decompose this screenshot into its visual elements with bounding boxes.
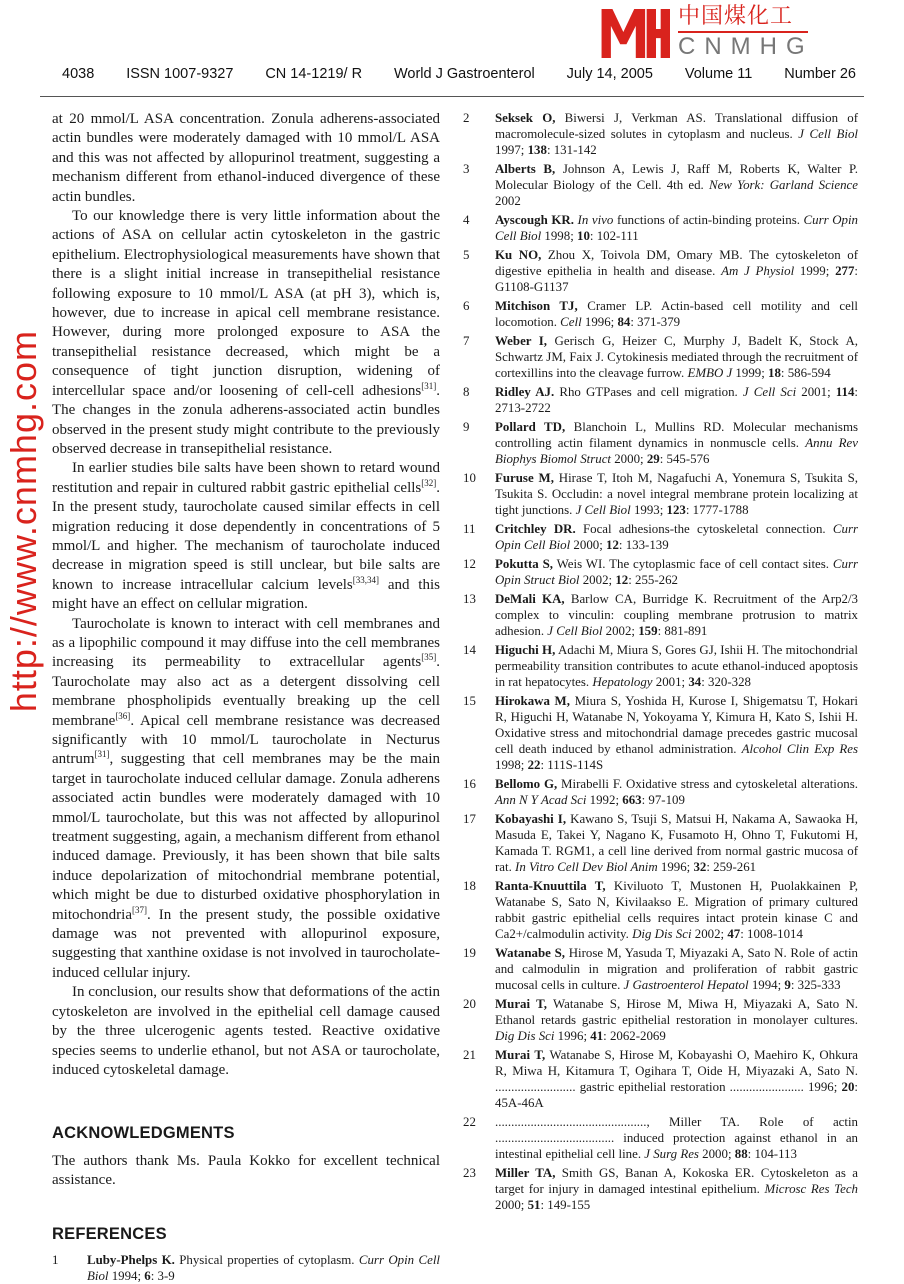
citation: [35]	[421, 652, 437, 663]
reference-text	[495, 1048, 858, 1110]
reference-number: 9	[463, 420, 470, 434]
text-segment: Furuse M,	[495, 471, 554, 485]
text-segment: Barlow CA, Burridge K. Recruitment of the Arp2/3 complex to vinculin: coupling membrane protrusion to matrix adhesion.	[495, 592, 858, 638]
text-segment: 2002	[495, 194, 521, 208]
text-segment: 10	[577, 229, 590, 243]
text-segment: ..............................................., Miller TA. Role of actin ..................................... induced protection against ethanol in an intestinal epithelial cell line.	[495, 1115, 858, 1161]
text-segment: 41	[590, 1029, 604, 1043]
reference-item	[463, 945, 858, 993]
reference-text	[495, 997, 858, 1043]
text-segment: Ann N Y Acad Sci	[495, 793, 587, 807]
text-segment: . Taurocholate may also act as a detergent dissolving cell membrane phospholipids eventually breaking up the cell membrane	[52, 654, 440, 729]
text-segment: Murai T,	[495, 1048, 546, 1062]
text-segment: : 545-576	[659, 452, 710, 466]
text-segment: : 45A-46A	[495, 1080, 858, 1110]
text-segment: : 320-328	[701, 675, 752, 689]
text-segment: The authors thank Ms. Paula Kokko for excellent technical assistance.	[52, 1152, 440, 1189]
header-rule	[40, 96, 864, 97]
reference-item	[463, 470, 858, 518]
text-segment: 34	[688, 675, 702, 689]
reference-text	[495, 299, 858, 329]
logo-english-text: CNMHG	[678, 33, 814, 60]
text-segment: Gerisch G, Heizer C, Murphy J, Badelt K, Stock A, Schwartz JM, Faix J. Cytokinesis mediated through the recruitment of cortexillins into the cleavage furrow.	[495, 334, 858, 380]
reference-text	[495, 557, 858, 587]
reference-number: 16	[463, 777, 476, 791]
text-segment: Higuchi H,	[495, 643, 556, 657]
right-column-references	[463, 110, 858, 1216]
text-segment: J Gastroenterol Hepatol	[623, 978, 749, 992]
text-segment: J Cell Biol	[575, 503, 631, 517]
reference-item	[463, 212, 858, 244]
reference-item	[463, 384, 858, 416]
text-segment: Hirokawa M,	[495, 694, 570, 708]
reference-number: 15	[463, 694, 476, 708]
text-segment: Alberts B,	[495, 162, 556, 176]
reference-text	[495, 643, 858, 689]
reference-text	[495, 777, 858, 807]
text-segment: : 3-9	[150, 1268, 175, 1283]
text-segment: Annu Rev Biophys Biomol Struct	[495, 436, 858, 466]
reference-item	[463, 1047, 858, 1111]
text-segment: Seksek O,	[495, 111, 556, 125]
text-segment: Taurocholate is known to interact with cell membranes and as a lipophilic compound it may diffuse into the cell membranes increasing its permeability to extracellular agents	[52, 615, 440, 671]
citation: [33,34]	[352, 574, 379, 585]
reference-number: 14	[463, 643, 476, 657]
text-segment: To our knowledge there is very little information about the actions of ASA on cellular actin cytoskeleton in the gastric epithelium. Electrophysiological measurements have shown that there is a slight initial increase in transepithelial resistance following exposure to 10 mmol/L ASA (at pH 3), which is, however, due to increase in apical cell membrane resistance. However, during more prolonged exposure to ASA the transepithelial resistance decreased, which might be a consequence of tight junction disruption, widening of intercellular space and/or loosening of cell-cell adhesions	[52, 208, 440, 399]
text-segment: Murai T,	[495, 997, 547, 1011]
paragraph	[52, 110, 440, 207]
text-segment: Weber I,	[495, 334, 548, 348]
reference-item	[463, 419, 858, 467]
text-segment: : 133-139	[618, 538, 669, 552]
text-segment: Pokutta S,	[495, 557, 553, 571]
issn: ISSN 1007-9327	[126, 66, 234, 82]
reference-text	[495, 592, 858, 638]
reference-number: 22	[463, 1115, 476, 1129]
watermark-logo	[600, 4, 850, 60]
text-segment: 2002;	[602, 624, 639, 638]
text-segment: Ayscough KR.	[495, 213, 574, 227]
text-segment: 123	[666, 503, 686, 517]
page-number: 4038	[62, 66, 95, 82]
text-segment: 29	[646, 452, 660, 466]
text-segment: Zhou X, Toivola DM, Omary MB. The cytoskeleton of digestive epithelia in health and disease.	[495, 248, 858, 278]
citation: [31]	[94, 749, 110, 760]
text-segment: Kobayashi I,	[495, 812, 567, 826]
reference-text	[495, 879, 858, 941]
text-segment: 159	[638, 624, 658, 638]
reference-number: 8	[463, 385, 470, 399]
reference-item	[463, 591, 858, 639]
logo-chinese-text: 中国煤化工	[678, 4, 794, 29]
text-segment: : 104-113	[747, 1147, 797, 1161]
reference-number: 20	[463, 997, 476, 1011]
reference-text	[495, 248, 858, 294]
paragraph	[52, 615, 440, 984]
text-segment: 1998;	[495, 758, 528, 772]
reference-text	[495, 111, 858, 157]
text-segment: Blanchoin L, Mullins RD. Molecular mechanisms controlling actin filament dynamics in nonmuscle cells.	[495, 420, 858, 450]
reference-item	[463, 556, 858, 588]
text-segment: Watanabe S,	[495, 946, 565, 960]
reference-number: 7	[463, 334, 470, 348]
reference-item	[463, 776, 858, 808]
running-header	[62, 66, 856, 90]
text-segment: Cell	[560, 315, 582, 329]
reference-item	[463, 878, 858, 942]
text-segment: J Cell Biol	[547, 624, 603, 638]
text-segment: : 259-261	[706, 860, 757, 874]
text-segment: Johnson A, Lewis J, Raff M, Roberts K, Walter P. Molecular Biology of the Cell. 4th ed.	[495, 162, 858, 192]
text-segment: Ranta-Knuuttila T,	[495, 879, 606, 893]
text-segment: Mirabelli F. Oxidative stress and cytoskeletal alterations.	[557, 777, 858, 791]
reference-text	[495, 162, 858, 208]
reference-text	[495, 213, 858, 243]
left-column	[52, 110, 440, 1284]
reference-number: 17	[463, 812, 476, 826]
reference-text	[495, 420, 858, 466]
text-segment: 18	[768, 366, 781, 380]
text-segment: Pollard TD,	[495, 420, 566, 434]
reference-item	[463, 333, 858, 381]
text-segment: New York: Garland Science	[708, 178, 858, 192]
text-segment: 2002;	[691, 927, 728, 941]
reference-number: 18	[463, 879, 476, 893]
text-segment: 1996;	[554, 1029, 591, 1043]
reference-item	[463, 1114, 858, 1162]
text-segment: 88	[734, 1147, 748, 1161]
text-segment: Bellomo G,	[495, 777, 558, 791]
reference-text	[495, 522, 858, 552]
text-segment: 1996;	[657, 860, 694, 874]
text-segment: at 20 mmol/L ASA concentration. Zonula adherens-associated actin bundles were moderately damaged with 10 mmol/L ASA and this was not affected by allopurinol treatment, suggesting a mechanism different from ethanol-induced divergence of these actin bundles.	[52, 111, 440, 205]
text-segment: 1993;	[630, 503, 667, 517]
issue-date: July 14, 2005	[566, 66, 653, 82]
reference-number: 12	[463, 557, 476, 571]
text-segment: 12	[606, 538, 619, 552]
reference-item	[463, 811, 858, 875]
text-segment: . Apical cell membrane resistance was decreased significantly with 10 mmol/L taurocholate in Necturus antrum	[52, 712, 440, 768]
reference-text	[495, 471, 858, 517]
volume: Volume 11	[684, 66, 753, 82]
text-segment: : 1777-1788	[685, 503, 749, 517]
text-segment: Alcohol Clin Exp Res	[741, 742, 859, 756]
text-segment: Ridley AJ.	[495, 385, 555, 399]
text-segment: Focal adhesions-the cytoskeletal connection.	[575, 522, 833, 536]
text-segment: 663	[622, 793, 642, 807]
text-segment: Kawano S, Tsuji S, Matsui H, Nakama A, Sawaoka H, Masuda E, Takei Y, Nagano K, Fusamoto H, Ohno T, Fukutomi H, Kamada T. RGM1, a cell line derived from normal gastric mucosa of rat.	[495, 812, 858, 874]
reference-text	[495, 385, 858, 415]
reference-number: 2	[463, 111, 470, 125]
text-segment: , suggesting that cell membranes may be the main target in taurocholate induced cellular damage. Zonula adherens associated actin bundles were moderately damaged with 10 mmol/L taurocholate, but this was not affected by allopurinol treatment suggesting, again, a mechanism different from ethanol induced damage. Previously, it has been shown that bile salts induce depolarization of mitochondrial membrane potential, which might be due to disturbed oxidative phosphorylation in mitochondria	[52, 751, 440, 923]
text-segment: Biwersi J, Verkman AS. Translational diffusion of macromolecule-sized solutes in cytoplasm and nucleus.	[495, 111, 858, 141]
text-segment: Smith GS, Banan A, Kokoska ER. Cytoskeleton as a target for injury in damaged intestinal epithelium.	[495, 1166, 858, 1196]
text-segment: Hirose M, Yasuda T, Miyazaki A, Sato N. Role of actin and calmodulin in migration and proliferation of rabbit gastric mucosal cells in culture.	[495, 946, 858, 992]
reference-number: 21	[463, 1048, 476, 1062]
references-heading: REFERENCES	[52, 1224, 167, 1243]
text-segment: Kiviluoto T, Mustonen H, Puolakkainen P, Watanabe S, Sato N, Kivilaakso E. Migration of primary cultured rabbit gastric epithelial cells requires intact protein kinase C and Ca2+/calmodulin activity.	[495, 879, 858, 941]
reference-item	[463, 110, 858, 158]
text-segment: : 325-333	[790, 978, 841, 992]
text-segment: Miura S, Yoshida H, Kurose I, Shigematsu T, Hokari R, Higuchi H, Watanabe N, Yokoyama Y, Kimura H, Kato S, Ishii H. Oxidative stress and mitochondrial damage precedes gastric mucosal cell death induced by ethanol administration.	[495, 694, 858, 756]
paragraph	[52, 983, 440, 1080]
text-segment: 2000;	[495, 1198, 528, 1212]
text-segment: Curr Opin Cell Biol	[87, 1252, 440, 1283]
reference-item	[463, 1165, 858, 1213]
text-segment: Physical properties of cytoplasm.	[174, 1252, 359, 1267]
text-segment: . In the present study, taurocholate caused similar effects in cell migration reducing it dose dependently in concentrations of 5 mmol/L and higher. The mechanism of taurocholate induced decrease in migration speed is still unclear, but bile salts are known to increase intracellular calcium levels	[52, 479, 440, 593]
text-segment: Watanabe S, Hirose M, Miwa H, Miyazaki A, Sato N. Ethanol retards gastric epithelial restoration in monolayer cultures.	[495, 997, 859, 1027]
text-segment: : 131-142	[546, 143, 597, 157]
text-segment: 2002;	[579, 573, 616, 587]
text-segment: 1998;	[541, 229, 577, 243]
reference-text	[495, 1166, 858, 1212]
text-segment: 47	[727, 927, 741, 941]
text-segment: : 102-111	[589, 229, 639, 243]
text-segment: 1994;	[748, 978, 785, 992]
reference-number: 10	[463, 471, 476, 485]
text-segment: : 97-109	[641, 793, 685, 807]
text-segment: . The changes in the zonula adherens-associated actin bundles observed in the present study might contribute to the previously observed decrease in transepithelial resistance.	[52, 382, 440, 457]
reference-number: 11	[463, 522, 476, 536]
text-segment: Hirase T, Itoh M, Nagafuchi A, Yonemura S, Tsukita S, Tsukita S. Occludin: a novel integral membrane protein localizing at tight junctions.	[495, 471, 858, 517]
text-segment: In conclusion, our results show that deformations of the actin cytoskeleton are involved in the epithelial cell damage caused by the three ulcerogenic agents tested. Reactive oxidative species seems to underlie ethanol, but not ASA or taurocholate, induced cytoskeletal damage.	[52, 984, 440, 1078]
mh-logo-icon	[600, 6, 670, 58]
reference-text	[495, 334, 858, 380]
cn-number: CN 14-1219/ R	[265, 66, 363, 82]
text-segment: Curr Opin Cell Biol	[495, 522, 858, 552]
text-segment: 22	[527, 758, 541, 772]
reference-number: 3	[463, 162, 470, 176]
citation: [37]	[131, 904, 147, 915]
text-segment: : 881-891	[657, 624, 708, 638]
text-segment: Curr Opin Cell Biol	[495, 213, 858, 243]
citation: [36]	[115, 710, 131, 721]
reference-text	[495, 812, 858, 874]
text-segment: 9	[784, 978, 791, 992]
text-segment: 1997;	[495, 143, 528, 157]
text-segment: 84	[617, 315, 631, 329]
text-segment: Dig Dis Sci	[632, 927, 692, 941]
text-segment: : 586-594	[780, 366, 831, 380]
issue-number: Number 26	[784, 66, 856, 82]
text-segment: 51	[527, 1198, 541, 1212]
text-segment: 2001;	[796, 385, 836, 399]
text-segment: 1994;	[108, 1268, 145, 1283]
reference-item	[52, 1252, 440, 1284]
text-segment: 1999;	[732, 366, 769, 380]
text-segment: 20	[841, 1080, 855, 1094]
text-segment: 2000;	[570, 538, 607, 552]
text-segment: 12	[615, 573, 629, 587]
reference-item	[463, 247, 858, 295]
text-segment: Mitchison TJ,	[495, 299, 578, 313]
text-segment: 277	[835, 264, 855, 278]
text-segment: EMBO J	[687, 366, 733, 380]
text-segment: 1992;	[586, 793, 623, 807]
acknowledgments-heading: ACKNOWLEDGMENTS	[52, 1124, 235, 1143]
text-segment: 32	[693, 860, 707, 874]
text-segment: 2001;	[652, 675, 689, 689]
reference-number: 6	[463, 299, 470, 313]
reference-item	[463, 521, 858, 553]
reference-text	[495, 694, 858, 772]
text-segment: Ku NO,	[495, 248, 542, 262]
reference-number: 19	[463, 946, 476, 960]
paragraph	[52, 207, 440, 459]
text-segment: Rho GTPases and cell migration.	[554, 385, 743, 399]
text-segment: Curr Opin Struct Biol	[495, 557, 858, 587]
reference-item	[463, 161, 858, 209]
text-segment: : 371-379	[630, 315, 681, 329]
watermark-url: http://www.cnmhg.com	[3, 330, 44, 713]
text-segment: Adachi M, Miura S, Gores GJ, Ishii H. The mitochondrial permeability transition contributes to acute ethanol-induced apoptosis in rat hepatocytes.	[495, 643, 858, 689]
reference-number: 4	[463, 213, 470, 227]
reference-text	[495, 946, 858, 992]
text-segment: and this might have an effect on cellular migration.	[52, 576, 440, 613]
reference-item	[463, 298, 858, 330]
text-segment: Watanabe S, Hirose M, Kobayashi O, Maehiro K, Ohkura R, Miwa H, Kitamura T, Ogihara T, Oide H, Miyazaki A, Sato N. ......................... gastric epithelial restoration ....................... 1996;	[495, 1048, 859, 1094]
text-segment: J Cell Biol	[798, 127, 858, 141]
reference-number: 23	[463, 1166, 476, 1180]
text-segment: J Surg Res	[644, 1147, 699, 1161]
text-segment: : 2062-2069	[603, 1029, 666, 1043]
reference-number: 13	[463, 592, 476, 606]
reference-item	[463, 642, 858, 690]
text-segment: J Cell Sci	[742, 385, 797, 399]
text-segment: In vivo	[577, 213, 614, 227]
text-segment: In earlier studies bile salts have been shown to retard wound restitution and repair in cultured rabbit gastric epithelial cells	[52, 460, 440, 496]
reference-item	[463, 693, 858, 773]
text-segment: 2000;	[698, 1147, 735, 1161]
text-segment: : 255-262	[628, 573, 678, 587]
text-segment: : 149-155	[540, 1198, 591, 1212]
reference-number: 5	[463, 248, 470, 262]
text-segment: 2000;	[611, 452, 647, 466]
text-segment: 1996;	[581, 315, 618, 329]
text-segment: 1999;	[794, 264, 836, 278]
reference-text	[495, 1115, 858, 1161]
text-segment: Dig Dis Sci	[495, 1029, 555, 1043]
reference-item	[463, 996, 858, 1044]
acknowledgments-text	[52, 1152, 440, 1191]
text-segment: Luby-Phelps K.	[87, 1252, 175, 1267]
text-segment: Am J Physiol	[721, 264, 795, 278]
text-segment: Critchley DR.	[495, 522, 576, 536]
text-segment: : G1108-G1137	[495, 264, 858, 294]
text-segment: DeMali KA,	[495, 592, 565, 606]
text-segment: Miller TA,	[495, 1166, 556, 1180]
text-segment: 138	[527, 143, 547, 157]
citation: [31]	[421, 380, 437, 391]
text-segment: 114	[835, 385, 855, 399]
text-segment: : 111S-114S	[540, 758, 604, 772]
text-segment: In Vitro Cell Dev Biol Anim	[515, 860, 658, 874]
text-segment: . In the present study, the possible oxidative damage was not prevented with allopurinol exposure, suggesting that xanthine oxidase is not involved in taurocholate-induced cellular injury.	[52, 906, 440, 981]
paragraph	[52, 459, 440, 614]
reference-text	[87, 1253, 440, 1283]
text-segment: Microsc Res Tech	[764, 1182, 858, 1196]
journal-name: World J Gastroenterol	[393, 66, 535, 82]
text-segment: Hepatology	[592, 675, 653, 689]
text-segment: Weis WI. The cytoplasmic face of cell contact sites.	[552, 557, 833, 571]
text-segment: : 1008-1014	[740, 927, 803, 941]
citation: [32]	[421, 477, 437, 488]
reference-number: 1	[52, 1252, 59, 1267]
text-segment: 6	[144, 1268, 151, 1283]
text-segment: functions of actin-binding proteins.	[613, 213, 804, 227]
text-segment: : 2713-2722	[495, 385, 859, 415]
text-segment: Cramer LP. Actin-based cell motility and cell locomotion.	[495, 299, 858, 329]
